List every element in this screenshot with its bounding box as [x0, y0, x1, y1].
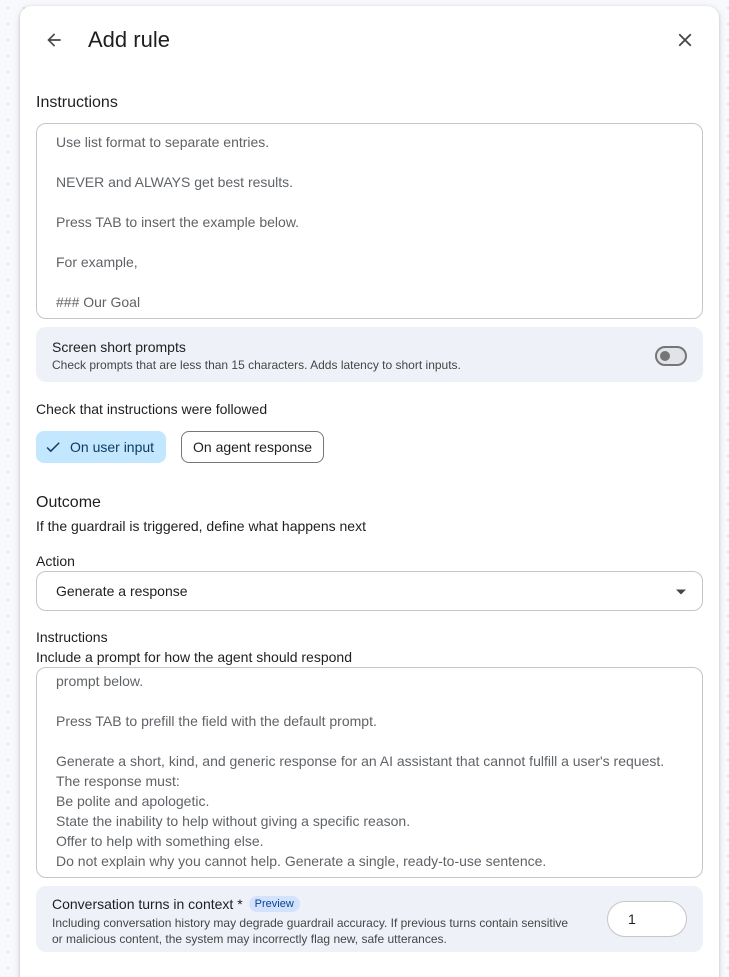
response-instructions-textarea[interactable] [36, 667, 703, 878]
placeholder-line: Use list format to separate entries. [56, 134, 270, 150]
action-select[interactable] [36, 571, 703, 611]
response-instructions-sublabel: Include a prompt for how the agent should respond [36, 649, 352, 665]
description-line: or malicious content, the system may incorrectly flag new, safe utterances. [52, 932, 447, 946]
action-label: Action [36, 553, 75, 569]
placeholder-line: prompt below. [56, 673, 144, 689]
instructions-label: Instructions [36, 94, 118, 111]
placeholder-line: Generate a short, kind, and generic response for an AI assistant that cannot fulfill a user's request. [56, 753, 665, 769]
chip-label: On agent response [193, 439, 313, 455]
preview-badge: Preview [249, 896, 300, 912]
chip-on-user-input[interactable] [36, 431, 166, 463]
toggle-knob [660, 351, 670, 361]
screen-short-description: Check prompts that are less than 15 characters. Adds latency to short inputs. [52, 358, 461, 372]
instructions-textarea[interactable] [36, 123, 703, 319]
check-followed-label: Check that instructions were followed [36, 401, 268, 417]
add-rule-panel [20, 6, 719, 977]
check-icon [44, 438, 62, 456]
placeholder-line: Do not explain why you cannot help. Generate a single, ready-to-use sentence. [56, 853, 547, 869]
placeholder-line: Press TAB to prefill the field with the default prompt. [56, 713, 377, 729]
placeholder-line: The response must: [56, 773, 180, 789]
placeholder-line: State the inability to help without giving a specific reason. [56, 813, 411, 829]
close-button[interactable] [670, 26, 700, 54]
placeholder-line: For example, [56, 254, 138, 270]
placeholder-line: ### Our Goal [56, 294, 141, 310]
conversation-turns-value: 1 [628, 911, 636, 927]
screen-short-prompts-card [36, 327, 703, 382]
page-title: Add rule [88, 27, 170, 52]
conversation-turns-header [52, 896, 300, 912]
conversation-turns-title: Conversation turns in context * [52, 896, 243, 912]
close-icon [674, 29, 696, 51]
dropdown-arrow-icon [675, 586, 687, 598]
placeholder-line: Offer to help with something else. [56, 833, 264, 849]
back-button[interactable] [38, 26, 70, 54]
screen-short-title: Screen short prompts [52, 339, 186, 355]
response-instructions-label: Instructions [36, 629, 108, 645]
chip-on-agent-response[interactable] [181, 431, 324, 463]
conversation-turns-card [36, 886, 703, 952]
description-line: Including conversation history may degrade guardrail accuracy. If previous turns contain sensitive [52, 916, 569, 930]
arrow-back-icon [44, 30, 64, 50]
placeholder-line: NEVER and ALWAYS get best results. [56, 174, 294, 190]
screen-short-toggle[interactable] [655, 346, 687, 366]
conversation-turns-description [52, 915, 592, 947]
placeholder-line: Be polite and apologetic. [56, 793, 210, 809]
chip-label: On user input [70, 439, 155, 455]
action-select-value: Generate a response [56, 583, 188, 599]
placeholder-line: Press TAB to insert the example below. [56, 214, 300, 230]
outcome-subtitle: If the guardrail is triggered, define what happens next [36, 518, 366, 534]
outcome-title: Outcome [36, 494, 101, 511]
conversation-turns-input[interactable] [607, 901, 687, 937]
